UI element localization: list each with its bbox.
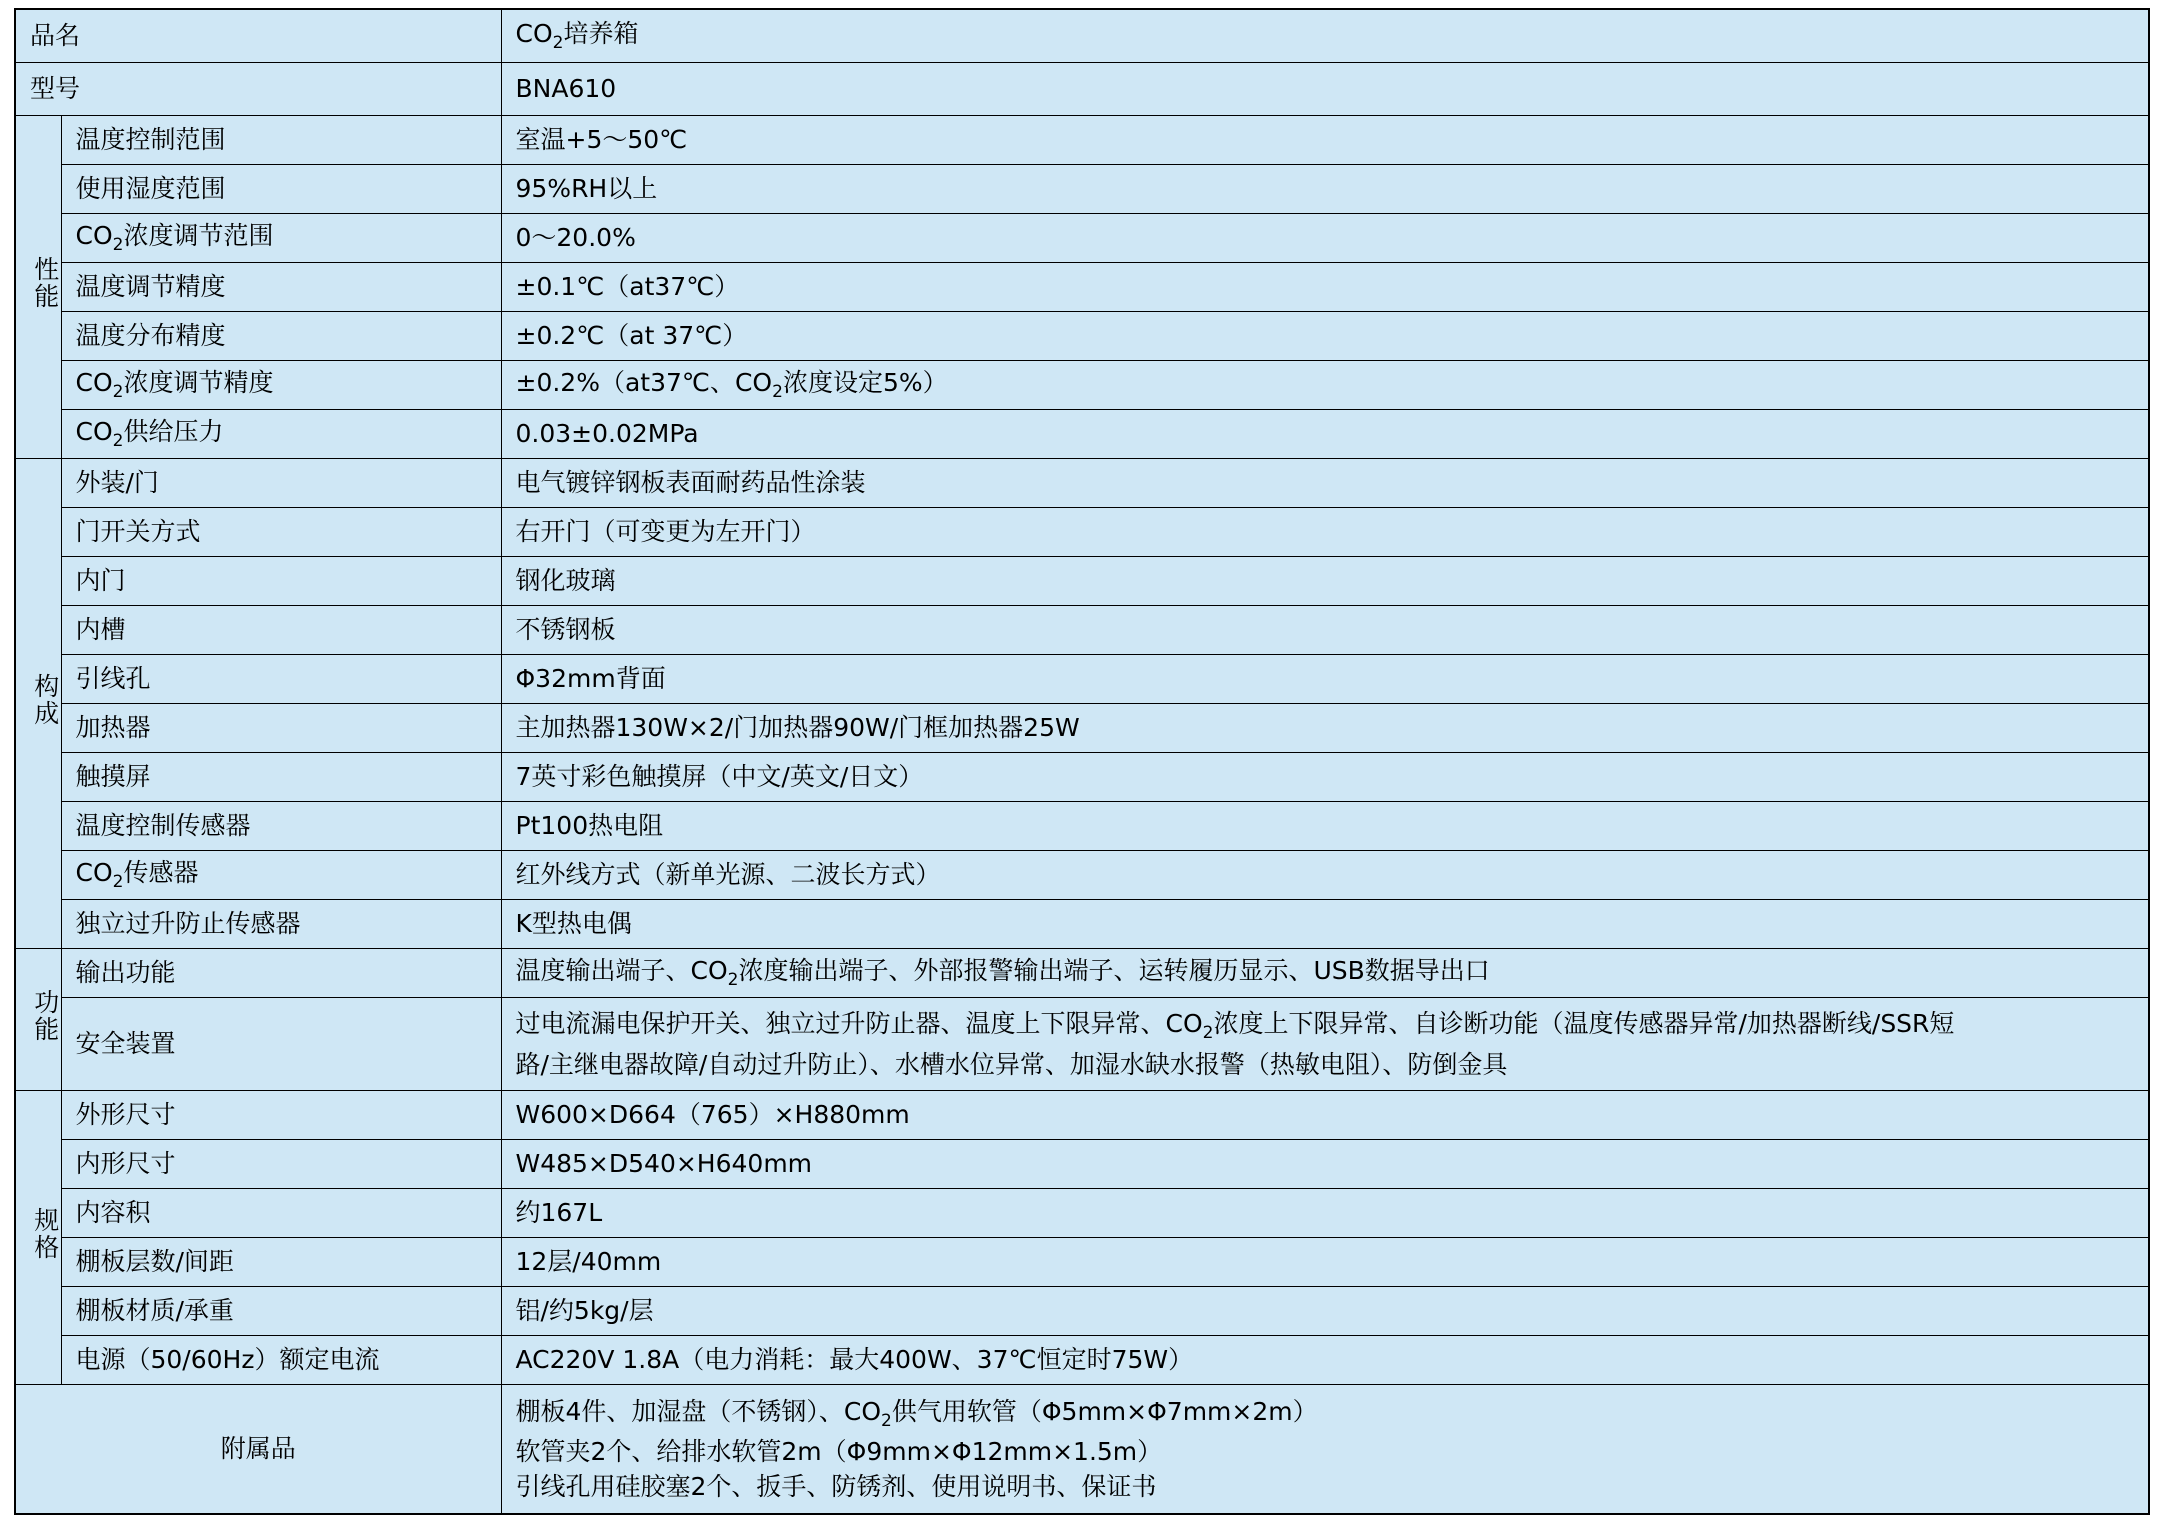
- row-label: 内槽: [61, 606, 501, 655]
- specification-table: [14, 8, 2150, 1515]
- row-value: 红外线方式（新单光源、二波长方式）: [501, 851, 2149, 900]
- table-row: [15, 802, 2149, 851]
- row-label: 内门: [61, 557, 501, 606]
- row-value: 电气镀锌钢板表面耐药品性涂装: [501, 459, 2149, 508]
- row-label: [61, 214, 501, 263]
- row-label: 棚板层数/间距: [61, 1238, 501, 1287]
- table-row: [15, 312, 2149, 361]
- row-label-sub: 2: [112, 381, 124, 402]
- row-value: 95%RH以上: [501, 165, 2149, 214]
- row-value-post: 浓度设定5%）: [782, 367, 948, 397]
- row-value: ±0.1℃（at37℃）: [501, 263, 2149, 312]
- row-value-pre: 过电流漏电保护开关、独立过升防止器、温度上下限异常、CO: [515, 1009, 1203, 1039]
- row-label: 温度调节精度: [61, 263, 501, 312]
- row-label-sub: 2: [112, 234, 124, 255]
- row-value-line1: [516, 1006, 2135, 1046]
- model-label: 型号: [15, 63, 501, 116]
- group-specification-label: 规格: [30, 1206, 60, 1261]
- row-label-pre: CO: [75, 367, 113, 397]
- row-value: ±0.2℃（at 37℃）: [501, 312, 2149, 361]
- row-value: [501, 949, 2149, 998]
- accessories-line-1: [516, 1394, 2135, 1434]
- row-label: [61, 410, 501, 459]
- row-value-post: 浓度上下限异常、自诊断功能（温度传感器异常/加热器断线/SSR短: [1213, 1009, 1955, 1039]
- table-row: [15, 1287, 2149, 1336]
- group-specification: [15, 1091, 61, 1385]
- row-label: 外装/门: [61, 459, 501, 508]
- row-value: 12层/40mm: [501, 1238, 2149, 1287]
- table-row: [15, 606, 2149, 655]
- row-label-post: 浓度调节精度: [123, 367, 274, 397]
- row-value-sub: 2: [1202, 1023, 1214, 1044]
- accessories-value: [501, 1385, 2149, 1515]
- row-label: [61, 851, 501, 900]
- row-label: 内形尺寸: [61, 1140, 501, 1189]
- accessories-line-3: 引线孔用硅胶塞2个、扳手、防锈剂、使用说明书、保证书: [515, 1472, 1157, 1502]
- group-accessories: [15, 1385, 501, 1515]
- table-row: [15, 165, 2149, 214]
- row-label: 安全装置: [61, 998, 501, 1091]
- row-label: 独立过升防止传感器: [61, 900, 501, 949]
- row-value: 主加热器130W×2/门加热器90W/门框加热器25W: [501, 704, 2149, 753]
- group-function-label: 功能: [30, 988, 60, 1043]
- row-label-pre: CO: [75, 220, 113, 250]
- table-row: [15, 753, 2149, 802]
- accessories-line-1-pre: 棚板4件、加湿盘（不锈钢）、CO: [515, 1396, 882, 1426]
- row-label-post: 浓度调节范围: [123, 220, 274, 250]
- row-label: [61, 361, 501, 410]
- table-row: [15, 851, 2149, 900]
- row-label-post: 供给压力: [123, 416, 224, 446]
- product-name-value: [501, 9, 2149, 63]
- row-label: 门开关方式: [61, 508, 501, 557]
- row-value: 不锈钢板: [501, 606, 2149, 655]
- row-value-line2: 路/主继电器故障/自动过升防止）、水槽水位异常、加湿水缺水报警（热敏电阻）、防倒金具: [515, 1049, 1508, 1079]
- row-value: W485×D540×H640mm: [501, 1140, 2149, 1189]
- table-row: [15, 1140, 2149, 1189]
- group-construction-label: 构成: [30, 672, 60, 727]
- table-row: [15, 410, 2149, 459]
- model-value: BNA610: [501, 63, 2149, 116]
- row-value-post: 浓度输出端子、外部报警输出端子、运转履历显示、USB数据导出口: [738, 955, 1490, 985]
- row-value: W600×D664（765）×H880mm: [501, 1091, 2149, 1140]
- table-row: [15, 361, 2149, 410]
- table-row: [15, 949, 2149, 998]
- group-performance: [15, 116, 61, 459]
- row-value: 铝/约5kg/层: [501, 1287, 2149, 1336]
- row-value: 0～20.0%: [501, 214, 2149, 263]
- row-label-post: 传感器: [123, 857, 199, 887]
- row-value: Pt100热电阻: [501, 802, 2149, 851]
- row-value: 右开门（可变更为左开门）: [501, 508, 2149, 557]
- accessories-line-1-post: 供气用软管（Φ5mm×Φ7mm×2m）: [891, 1396, 1318, 1426]
- row-value: K型热电偶: [501, 900, 2149, 949]
- row-label: 加热器: [61, 704, 501, 753]
- product-name-text-post: 培养箱: [563, 18, 639, 48]
- row-value: 室温+5～50℃: [501, 116, 2149, 165]
- table-row: [15, 9, 2149, 63]
- group-accessories-label: 附属品: [220, 1434, 296, 1464]
- row-value: 钢化玻璃: [501, 557, 2149, 606]
- table-row: [15, 655, 2149, 704]
- row-label: 引线孔: [61, 655, 501, 704]
- row-label: 电源（50/60Hz）额定电流: [61, 1336, 501, 1385]
- table-row: [15, 1336, 2149, 1385]
- group-function: [15, 949, 61, 1091]
- table-row: [15, 63, 2149, 116]
- row-label: 温度控制传感器: [61, 802, 501, 851]
- product-name-text-pre: CO: [515, 18, 553, 48]
- row-value: 约167L: [501, 1189, 2149, 1238]
- product-name-label: 品名: [15, 9, 501, 63]
- row-label-sub: 2: [112, 430, 124, 451]
- row-label-pre: CO: [75, 857, 113, 887]
- row-label: 触摸屏: [61, 753, 501, 802]
- accessories-line-1-sub: 2: [881, 1410, 892, 1431]
- row-label-pre: CO: [75, 416, 113, 446]
- table-row: [15, 116, 2149, 165]
- table-row: [15, 1091, 2149, 1140]
- row-label: 棚板材质/承重: [61, 1287, 501, 1336]
- row-value-sub: 2: [772, 381, 783, 402]
- row-value: Φ32mm背面: [501, 655, 2149, 704]
- row-value: [501, 361, 2149, 410]
- table-row: [15, 998, 2149, 1091]
- row-value-pre: ±0.2%（at37℃、CO: [515, 367, 773, 397]
- table-row: [15, 508, 2149, 557]
- row-value: 7英寸彩色触摸屏（中文/英文/日文）: [501, 753, 2149, 802]
- row-label: 使用湿度范围: [61, 165, 501, 214]
- row-label-sub: 2: [112, 871, 124, 892]
- row-label: 内容积: [61, 1189, 501, 1238]
- table-row: [15, 557, 2149, 606]
- row-value: AC220V 1.8A（电力消耗：最大400W、37℃恒定时75W）: [501, 1336, 2149, 1385]
- row-value: 0.03±0.02MPa: [501, 410, 2149, 459]
- product-name-subscript: 2: [552, 32, 564, 53]
- table-row: [15, 1238, 2149, 1287]
- group-construction: [15, 459, 61, 949]
- row-label: 温度控制范围: [61, 116, 501, 165]
- row-value: [501, 998, 2149, 1091]
- table-row: [15, 704, 2149, 753]
- row-value-sub: 2: [727, 969, 739, 990]
- table-row: [15, 1189, 2149, 1238]
- group-performance-label: 性能: [30, 256, 60, 311]
- table-row: [15, 459, 2149, 508]
- row-label: 外形尺寸: [61, 1091, 501, 1140]
- table-row: [15, 1385, 2149, 1515]
- row-label: 输出功能: [61, 949, 501, 998]
- table-row: [15, 263, 2149, 312]
- table-row: [15, 214, 2149, 263]
- row-value-pre: 温度输出端子、CO: [515, 955, 728, 985]
- row-label: 温度分布精度: [61, 312, 501, 361]
- table-row: [15, 900, 2149, 949]
- accessories-line-2: 软管夹2个、给排水软管2m（Φ9mm×Φ12mm×1.5m）: [515, 1436, 1163, 1466]
